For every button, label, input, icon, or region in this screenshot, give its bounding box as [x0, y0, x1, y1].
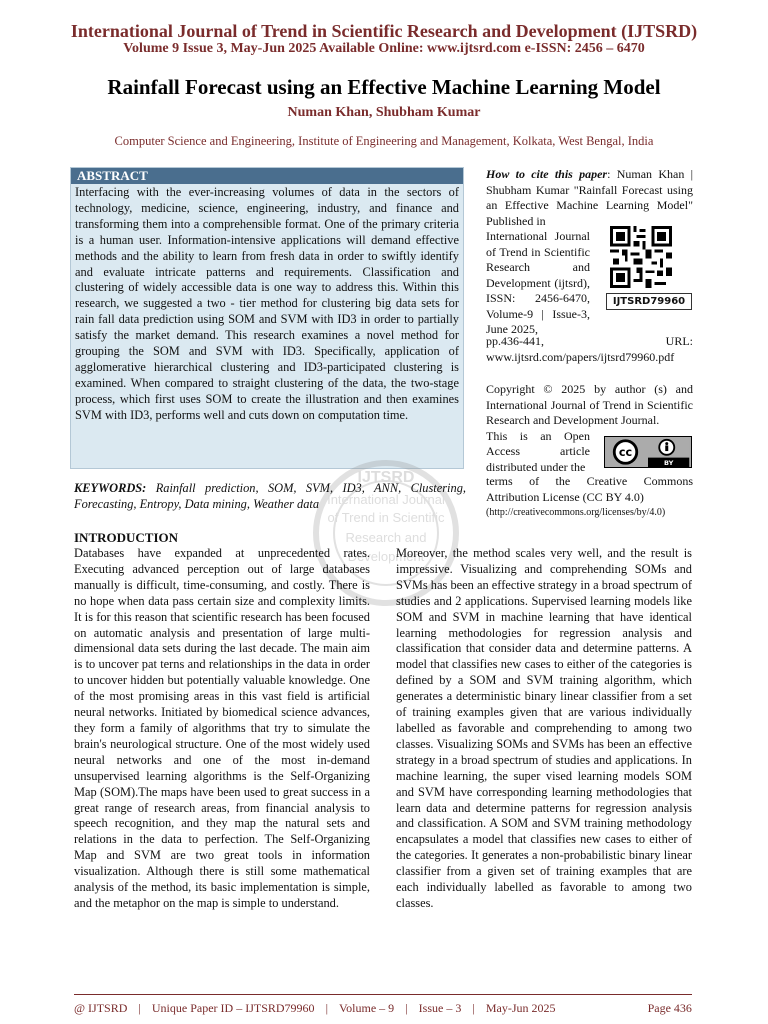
affiliation: Computer Science and Engineering, Institute of Engineering and Management, Kolkata, West Bengal, India — [114, 134, 654, 148]
svg-text:Research and: Research and — [345, 530, 427, 545]
introduction-heading: INTRODUCTION — [74, 530, 179, 545]
citation-url-label: URL: — [665, 334, 693, 348]
citation-colon: : — [607, 167, 611, 181]
paper-title: Rainfall Forecast using an Effective Machine Learning Model — [107, 75, 661, 99]
svg-text:IJTSRD: IJTSRD — [357, 469, 415, 486]
keywords-text: Rainfall prediction, SOM, SVM, ID3, ANN, Clustering, Forecasting, Entropy, Data mining, Weather data — [74, 481, 466, 511]
introduction-right-column: Moreover, the method scales very well, and the result is impressive. Visualizing and comprehending SOMs and SVMs has been an effective strategy in a broad spectrum of studies and 2 applications. Supervised learning models like SOM and SVM in machine learning that have identical learning methodologies for regression analysis and classification that consider data and determine patterns. A model that classifies new cases to either of the categories is defined by a SOM and SVM training algorithm, which generates a deterministic binary linear classifier from a set of training examples given that are various individually labelled as favorable and comprehending to among two classes. Visualizing SOMs and SVMs has been an effective strategy in a broad spectrum of studies and applications. In machine learning, the super vised learning models SOM and SVM have corresponding learning methodologies that learn data and determine patterns for regression analysis and classification. A SOM and SVM training methodology encapsulates a model that classifies new cases to either of the categories. It generates a non-probabilistic binary linear classifier from a given set of training examples that are each individually labelled as favorable to among two classes. — [396, 546, 692, 910]
svg-text:International Journal: International Journal — [327, 492, 445, 507]
footer-volume: Volume – 9 — [339, 1001, 395, 1015]
qr-block — [606, 226, 692, 320]
footer-rule — [74, 994, 692, 995]
volume-line: Volume 9 Issue 3, May-Jun 2025 Available Online: www.ijtsrd.com e-ISSN: 2456 – 6470 — [123, 41, 645, 56]
copyright-tail — [486, 474, 693, 521]
footer-spacer — [567, 1000, 637, 1016]
footer-paper-id: Unique Paper ID – IJTSRD79960 — [151, 1001, 315, 1015]
authors: Numan Khan, Shubham Kumar — [287, 105, 481, 120]
abstract-text: Interfacing with the ever-increasing volumes of data in the sectors of technology, medicine, science, engineering, industry, and finance and transforming them into a comprehensible format. One of the primary criteria is a human user. Information-intensive applications will demand effective methods and the ability to learn from fresh data in order to swiftly identify and evaluate intricate patterns and requirements. Classification and clustering of widely accessible data is one way to address this. Within this research, we suggested a two - tier method for clustering big data sets for rain fall data prediction using SOM and SVM with ID3 in order to partially satisfy the market demand. This research examines a novel method for grouping the SOM and SVM with ID3. Specifically, application of agglomerative hierarchical clustering and ID3-participated clustering is examined. When compared to straight clustering of the data, the two-stage process, which first uses SOM to create the illustration and then examines SVM with ID3, performs well and cuts down on computation time. — [75, 185, 459, 422]
footer-journal: @ IJTSRD — [74, 1001, 128, 1015]
copyright-lead: Copyright © 2025 by author (s) and International Journal of Trend in Scientific Research and Development Journal. — [486, 382, 693, 427]
citation-lead: Numan Khan | Shubham Kumar "Rainfall Forecast using an Effective Machine Learning Model" Published in — [486, 167, 693, 228]
qr-paper-id: IJTSRD79960 — [606, 293, 692, 310]
footer-issue: Issue – 3 — [418, 1001, 462, 1015]
citation-tail — [486, 334, 693, 365]
citation-url[interactable]: www.ijtsrd.com/papers/ijtsrd79960.pdf — [486, 349, 675, 364]
footer-separator: | — [138, 1001, 141, 1015]
journal-title: International Journal of Trend in Scientific Research and Development (IJTSRD) — [70, 21, 698, 41]
cc-by-badge-icon — [604, 436, 692, 468]
citation-label: How to cite this paper — [486, 167, 608, 181]
footer-separator: | — [325, 1001, 328, 1015]
svg-text:of Trend in Scientific: of Trend in Scientific — [327, 510, 445, 525]
svg-text:Development: Development — [347, 549, 425, 564]
footer-separator: | — [472, 1001, 475, 1015]
footer-page: Page 436 — [647, 1001, 692, 1015]
abstract-box — [70, 167, 464, 469]
footer — [74, 1000, 692, 1016]
copyright-narrow: This is an Open Access article distributed under the — [486, 428, 590, 474]
cc-badge-by-text: BY — [663, 459, 674, 468]
citation-pages: pp.436-441, — [486, 334, 544, 348]
introduction-left-column: Databases have expanded at unprecedented rates. Executing advanced perception out of large databases manually is difficult, time-consuming, and costly. There is no hope when data pass certain size and complexity limits. It is for this reason that scientific research has been focused on automatic analysis and presentation of large multi-dimensional data sets during the last decade. The main aim is to uncover pat terns and relationships in the data in order to uncover hidden but potentially valuable knowledge. One of the most promising areas in this vast field is artificial neural networks. Initiated by biomedical science advances, they form a family of algorithms that try to simulate the brain's neurological structure. One of the most widely used neural networks and one of the most in-demand unsupervised learning algorithms is the Self-Organizing Map (SOM).The maps have been used to great success in a great range of research areas, from financial analysis to speech recognition, and they map the natural sets and relations in the data to perfection. The Self-Organizing Map and SVM are two great tools in information visualization. Although there is still some mathematical analysis of the method, its basic implementation is simple, and the metaphor on the map is simple to understand. — [74, 546, 370, 910]
cc-badge-cc-text: cc — [618, 446, 633, 460]
abstract-heading: ABSTRACT — [71, 168, 463, 184]
keywords-label: KEYWORDS: — [74, 481, 147, 495]
copyright-terms: terms of the Creative Commons Attribution License (CC BY 4.0) — [486, 474, 693, 504]
qr-code-icon — [610, 226, 672, 288]
citation-narrow: International Journal of Trend in Scientific Research and Development (ijtsrd), ISSN: 2456-6470, Volume-9 | Issue-3, June 2025, — [486, 229, 590, 336]
keywords — [74, 480, 466, 512]
footer-date: May-Jun 2025 — [485, 1001, 556, 1015]
license-url[interactable]: (http://creativecommons.org/licenses/by/4.0) — [486, 507, 666, 518]
footer-separator: | — [405, 1001, 408, 1015]
